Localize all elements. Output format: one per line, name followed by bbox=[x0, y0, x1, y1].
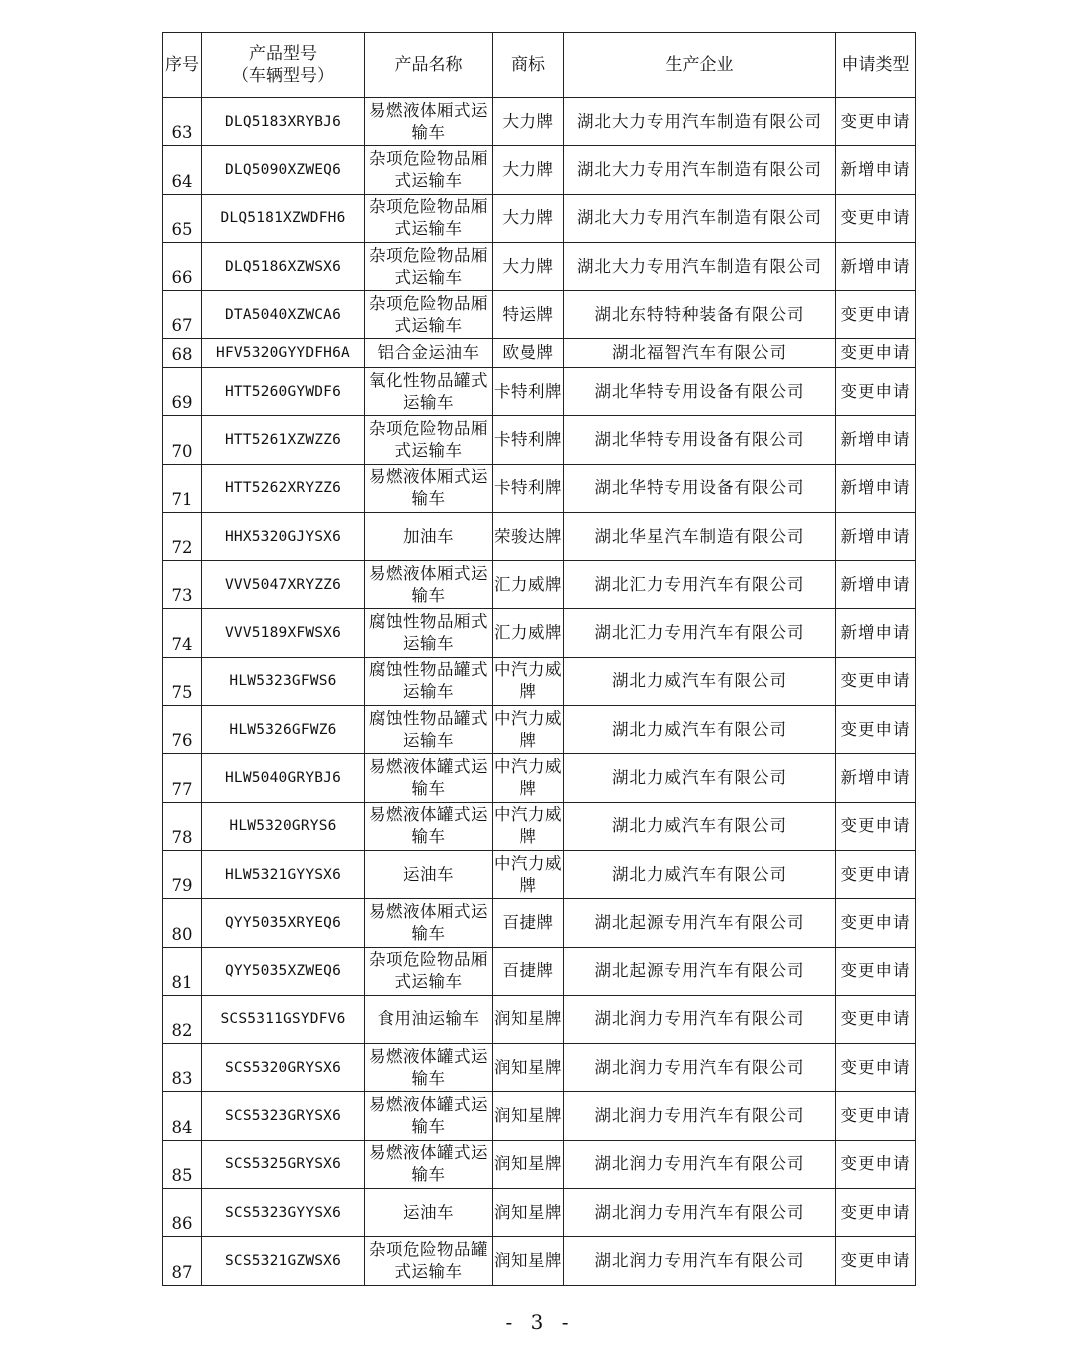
cell-application-type: 新增申请 bbox=[836, 754, 916, 802]
cell-manufacturer: 湖北润力专用汽车有限公司 bbox=[564, 1140, 836, 1188]
cell-manufacturer: 湖北福智汽车有限公司 bbox=[564, 339, 836, 368]
cell-application-type: 变更申请 bbox=[836, 995, 916, 1043]
cell-application-type: 变更申请 bbox=[836, 1044, 916, 1092]
cell-application-type: 变更申请 bbox=[836, 339, 916, 368]
cell-brand: 卡特利牌 bbox=[493, 464, 564, 512]
cell-model: QYY5035XRYEQ6 bbox=[202, 899, 365, 947]
table-row bbox=[163, 657, 916, 705]
cell-brand: 卡特利牌 bbox=[493, 416, 564, 464]
cell-model: DLQ5183XRYBJ6 bbox=[202, 98, 365, 146]
cell-model: HTT5262XRYZZ6 bbox=[202, 464, 365, 512]
table-row bbox=[163, 1140, 916, 1188]
cell-product-name: 杂项危险物品厢式运输车 bbox=[365, 291, 493, 339]
cell-model: DLQ5186XZWSX6 bbox=[202, 242, 365, 290]
table-row bbox=[163, 1237, 916, 1285]
cell-product-name: 杂项危险物品厢式运输车 bbox=[365, 194, 493, 242]
cell-brand: 润知星牌 bbox=[493, 1092, 564, 1140]
cell-application-type: 变更申请 bbox=[836, 899, 916, 947]
cell-brand: 润知星牌 bbox=[493, 995, 564, 1043]
table-row bbox=[163, 512, 916, 560]
cell-application-type: 变更申请 bbox=[836, 291, 916, 339]
cell-brand: 中汽力威牌 bbox=[493, 706, 564, 754]
cell-application-type: 新增申请 bbox=[836, 146, 916, 194]
cell-model: SCS5320GRYSX6 bbox=[202, 1044, 365, 1092]
cell-manufacturer: 湖北华特专用设备有限公司 bbox=[564, 416, 836, 464]
table-row bbox=[163, 706, 916, 754]
cell-model: HLW5321GYYSX6 bbox=[202, 850, 365, 898]
cell-manufacturer: 湖北华特专用设备有限公司 bbox=[564, 464, 836, 512]
cell-brand: 大力牌 bbox=[493, 194, 564, 242]
cell-product-name: 杂项危险物品厢式运输车 bbox=[365, 947, 493, 995]
table-row bbox=[163, 194, 916, 242]
cell-product-name: 加油车 bbox=[365, 512, 493, 560]
header-model bbox=[202, 33, 365, 98]
cell-manufacturer: 湖北力威汽车有限公司 bbox=[564, 850, 836, 898]
table-row bbox=[163, 242, 916, 290]
cell-application-type: 新增申请 bbox=[836, 512, 916, 560]
cell-manufacturer: 湖北力威汽车有限公司 bbox=[564, 754, 836, 802]
cell-manufacturer: 湖北东特特种装备有限公司 bbox=[564, 291, 836, 339]
cell-manufacturer: 湖北润力专用汽车有限公司 bbox=[564, 1044, 836, 1092]
cell-product-name: 氧化性物品罐式运输车 bbox=[365, 367, 493, 415]
cell-product-name: 铝合金运油车 bbox=[365, 339, 493, 368]
cell-application-type: 新增申请 bbox=[836, 242, 916, 290]
cell-application-type: 变更申请 bbox=[836, 947, 916, 995]
cell-model: SCS5321GZWSX6 bbox=[202, 1237, 365, 1285]
cell-seq: 86 bbox=[163, 1189, 202, 1237]
cell-manufacturer: 湖北润力专用汽车有限公司 bbox=[564, 1092, 836, 1140]
cell-model: HHX5320GJYSX6 bbox=[202, 512, 365, 560]
cell-manufacturer: 湖北润力专用汽车有限公司 bbox=[564, 1237, 836, 1285]
table-row bbox=[163, 464, 916, 512]
cell-application-type: 变更申请 bbox=[836, 850, 916, 898]
header-name: 产品名称 bbox=[365, 33, 493, 98]
table-row bbox=[163, 339, 916, 368]
cell-seq: 72 bbox=[163, 512, 202, 560]
table-row bbox=[163, 802, 916, 850]
cell-seq: 73 bbox=[163, 561, 202, 609]
cell-seq: 64 bbox=[163, 146, 202, 194]
header-model-label: 产品型号 （车辆型号） bbox=[232, 44, 334, 86]
cell-product-name: 易燃液体厢式运输车 bbox=[365, 561, 493, 609]
cell-application-type: 新增申请 bbox=[836, 609, 916, 657]
cell-application-type: 变更申请 bbox=[836, 194, 916, 242]
cell-seq: 87 bbox=[163, 1237, 202, 1285]
table-row bbox=[163, 850, 916, 898]
cell-brand: 中汽力威牌 bbox=[493, 754, 564, 802]
cell-manufacturer: 湖北大力专用汽车制造有限公司 bbox=[564, 194, 836, 242]
table-row bbox=[163, 146, 916, 194]
cell-product-name: 易燃液体厢式运输车 bbox=[365, 464, 493, 512]
cell-seq: 78 bbox=[163, 802, 202, 850]
cell-seq: 77 bbox=[163, 754, 202, 802]
cell-seq: 71 bbox=[163, 464, 202, 512]
cell-model: HLW5326GFWZ6 bbox=[202, 706, 365, 754]
cell-model: VVV5047XRYZZ6 bbox=[202, 561, 365, 609]
cell-manufacturer: 湖北大力专用汽车制造有限公司 bbox=[564, 98, 836, 146]
cell-seq: 74 bbox=[163, 609, 202, 657]
cell-seq: 69 bbox=[163, 367, 202, 415]
cell-product-name: 易燃液体厢式运输车 bbox=[365, 899, 493, 947]
header-brand: 商标 bbox=[493, 33, 564, 98]
cell-model: HLW5320GRYS6 bbox=[202, 802, 365, 850]
cell-model: DLQ5181XZWDFH6 bbox=[202, 194, 365, 242]
cell-model: HLW5323GFWS6 bbox=[202, 657, 365, 705]
cell-seq: 66 bbox=[163, 242, 202, 290]
cell-seq: 65 bbox=[163, 194, 202, 242]
cell-seq: 68 bbox=[163, 339, 202, 368]
table-row bbox=[163, 609, 916, 657]
cell-product-name: 杂项危险物品厢式运输车 bbox=[365, 416, 493, 464]
cell-seq: 79 bbox=[163, 850, 202, 898]
cell-manufacturer: 湖北力威汽车有限公司 bbox=[564, 657, 836, 705]
cell-brand: 荣骏达牌 bbox=[493, 512, 564, 560]
cell-product-name: 腐蚀性物品厢式运输车 bbox=[365, 609, 493, 657]
cell-model: DTA5040XZWCA6 bbox=[202, 291, 365, 339]
cell-product-name: 食用油运输车 bbox=[365, 995, 493, 1043]
cell-manufacturer: 湖北起源专用汽车有限公司 bbox=[564, 947, 836, 995]
cell-manufacturer: 湖北大力专用汽车制造有限公司 bbox=[564, 146, 836, 194]
cell-brand: 中汽力威牌 bbox=[493, 657, 564, 705]
cell-brand: 润知星牌 bbox=[493, 1044, 564, 1092]
cell-brand: 百捷牌 bbox=[493, 947, 564, 995]
cell-model: SCS5311GSYDFV6 bbox=[202, 995, 365, 1043]
table-row bbox=[163, 561, 916, 609]
cell-product-name: 腐蚀性物品罐式运输车 bbox=[365, 706, 493, 754]
cell-seq: 84 bbox=[163, 1092, 202, 1140]
table-row bbox=[163, 899, 916, 947]
cell-model: SCS5325GRYSX6 bbox=[202, 1140, 365, 1188]
table-row bbox=[163, 98, 916, 146]
cell-manufacturer: 湖北华特专用设备有限公司 bbox=[564, 367, 836, 415]
cell-product-name: 杂项危险物品罐式运输车 bbox=[365, 1237, 493, 1285]
cell-seq: 67 bbox=[163, 291, 202, 339]
cell-model: QYY5035XZWEQ6 bbox=[202, 947, 365, 995]
cell-seq: 63 bbox=[163, 98, 202, 146]
cell-product-name: 易燃液体厢式运输车 bbox=[365, 98, 493, 146]
cell-brand: 润知星牌 bbox=[493, 1140, 564, 1188]
cell-manufacturer: 湖北汇力专用汽车有限公司 bbox=[564, 561, 836, 609]
cell-brand: 欧曼牌 bbox=[493, 339, 564, 368]
cell-seq: 80 bbox=[163, 899, 202, 947]
cell-manufacturer: 湖北润力专用汽车有限公司 bbox=[564, 995, 836, 1043]
cell-product-name: 易燃液体罐式运输车 bbox=[365, 1140, 493, 1188]
cell-application-type: 变更申请 bbox=[836, 1189, 916, 1237]
cell-application-type: 变更申请 bbox=[836, 657, 916, 705]
cell-application-type: 新增申请 bbox=[836, 464, 916, 512]
cell-manufacturer: 湖北汇力专用汽车有限公司 bbox=[564, 609, 836, 657]
cell-brand: 卡特利牌 bbox=[493, 367, 564, 415]
table-row bbox=[163, 367, 916, 415]
cell-seq: 83 bbox=[163, 1044, 202, 1092]
cell-brand: 大力牌 bbox=[493, 98, 564, 146]
cell-seq: 76 bbox=[163, 706, 202, 754]
table-row bbox=[163, 947, 916, 995]
table-row bbox=[163, 1044, 916, 1092]
cell-application-type: 变更申请 bbox=[836, 1237, 916, 1285]
cell-manufacturer: 湖北华星汽车制造有限公司 bbox=[564, 512, 836, 560]
cell-application-type: 变更申请 bbox=[836, 98, 916, 146]
cell-product-name: 易燃液体罐式运输车 bbox=[365, 754, 493, 802]
cell-application-type: 变更申请 bbox=[836, 367, 916, 415]
cell-manufacturer: 湖北力威汽车有限公司 bbox=[564, 802, 836, 850]
cell-product-name: 运油车 bbox=[365, 1189, 493, 1237]
cell-model: HTT5261XZWZZ6 bbox=[202, 416, 365, 464]
cell-application-type: 新增申请 bbox=[836, 561, 916, 609]
header-seq: 序号 bbox=[163, 33, 202, 98]
table-row bbox=[163, 1092, 916, 1140]
cell-seq: 81 bbox=[163, 947, 202, 995]
cell-brand: 中汽力威牌 bbox=[493, 802, 564, 850]
cell-manufacturer: 湖北润力专用汽车有限公司 bbox=[564, 1189, 836, 1237]
cell-model: VVV5189XFWSX6 bbox=[202, 609, 365, 657]
cell-seq: 82 bbox=[163, 995, 202, 1043]
cell-brand: 特运牌 bbox=[493, 291, 564, 339]
cell-model: HFV5320GYYDFH6A bbox=[202, 339, 365, 368]
page-number: - 3 - bbox=[505, 1310, 575, 1334]
table-row bbox=[163, 995, 916, 1043]
table-row bbox=[163, 416, 916, 464]
header-type: 申请类型 bbox=[836, 33, 916, 98]
cell-application-type: 变更申请 bbox=[836, 1140, 916, 1188]
cell-brand: 中汽力威牌 bbox=[493, 850, 564, 898]
header-maker: 生产企业 bbox=[564, 33, 836, 98]
table-row bbox=[163, 291, 916, 339]
cell-brand: 汇力威牌 bbox=[493, 561, 564, 609]
cell-brand: 汇力威牌 bbox=[493, 609, 564, 657]
cell-product-name: 易燃液体罐式运输车 bbox=[365, 1092, 493, 1140]
cell-brand: 润知星牌 bbox=[493, 1189, 564, 1237]
cell-manufacturer: 湖北起源专用汽车有限公司 bbox=[564, 899, 836, 947]
cell-model: DLQ5090XZWEQ6 bbox=[202, 146, 365, 194]
cell-model: HLW5040GRYBJ6 bbox=[202, 754, 365, 802]
cell-seq: 75 bbox=[163, 657, 202, 705]
table-row bbox=[163, 1189, 916, 1237]
cell-product-name: 易燃液体罐式运输车 bbox=[365, 802, 493, 850]
vehicle-product-table bbox=[162, 32, 916, 1286]
table-header-row bbox=[163, 33, 916, 98]
cell-brand: 大力牌 bbox=[493, 242, 564, 290]
cell-model: SCS5323GYYSX6 bbox=[202, 1189, 365, 1237]
cell-seq: 85 bbox=[163, 1140, 202, 1188]
cell-application-type: 新增申请 bbox=[836, 416, 916, 464]
cell-manufacturer: 湖北大力专用汽车制造有限公司 bbox=[564, 242, 836, 290]
table-row bbox=[163, 754, 916, 802]
cell-manufacturer: 湖北力威汽车有限公司 bbox=[564, 706, 836, 754]
cell-application-type: 变更申请 bbox=[836, 1092, 916, 1140]
cell-product-name: 腐蚀性物品罐式运输车 bbox=[365, 657, 493, 705]
cell-application-type: 变更申请 bbox=[836, 802, 916, 850]
cell-brand: 大力牌 bbox=[493, 146, 564, 194]
cell-brand: 润知星牌 bbox=[493, 1237, 564, 1285]
cell-model: HTT5260GYWDF6 bbox=[202, 367, 365, 415]
cell-model: SCS5323GRYSX6 bbox=[202, 1092, 365, 1140]
cell-product-name: 杂项危险物品厢式运输车 bbox=[365, 146, 493, 194]
cell-product-name: 易燃液体罐式运输车 bbox=[365, 1044, 493, 1092]
cell-application-type: 变更申请 bbox=[836, 706, 916, 754]
cell-seq: 70 bbox=[163, 416, 202, 464]
cell-brand: 百捷牌 bbox=[493, 899, 564, 947]
cell-product-name: 运油车 bbox=[365, 850, 493, 898]
cell-product-name: 杂项危险物品厢式运输车 bbox=[365, 242, 493, 290]
